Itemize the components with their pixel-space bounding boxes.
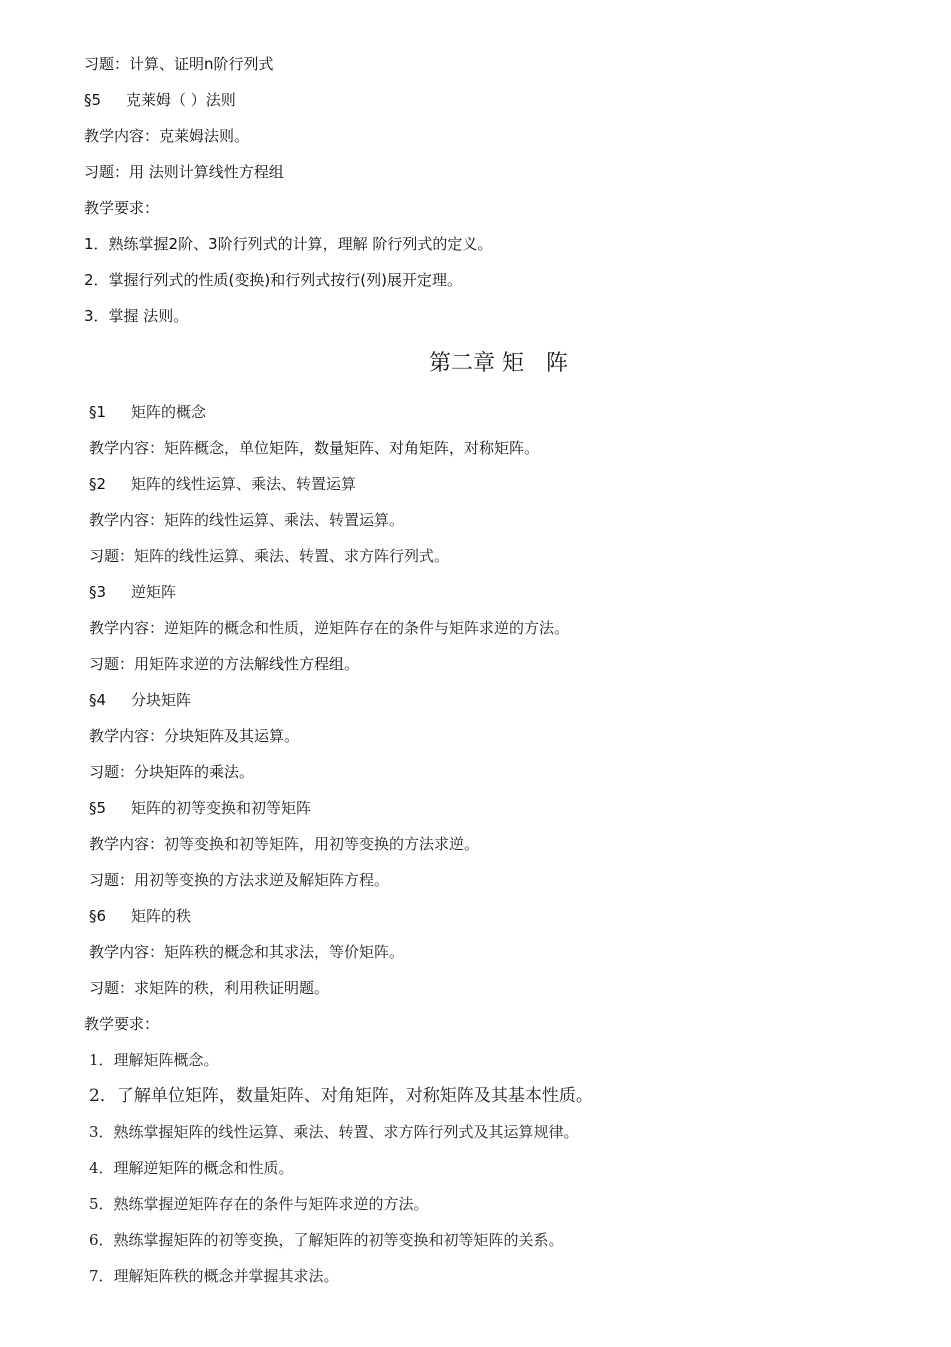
section-number: §3	[89, 583, 107, 601]
exercise-text: 用	[134, 871, 150, 889]
exercise-text: 矩阵的线性运算、乘法、转置、求方阵行列式。	[134, 547, 450, 565]
exercise-label: 习题：	[89, 655, 135, 673]
content-label: 教学内容：	[89, 439, 165, 457]
requirement-item: 1．理解矩阵概念。	[89, 1051, 219, 1069]
exercise-line: 习题：用 法则计算线性方程组	[84, 163, 284, 181]
section-heading	[84, 90, 236, 110]
content-text: 用	[314, 835, 330, 853]
section-heading	[89, 402, 206, 422]
content-label: 教学内容：	[89, 619, 165, 637]
content-label: 教学内容：	[89, 943, 165, 961]
exercise-text: 矩阵求逆的方法	[149, 655, 255, 673]
section-number: §1	[89, 403, 107, 421]
section-title: 矩阵的概念	[131, 403, 207, 421]
exercise-line: 习题：计算、证明n阶行列式	[84, 55, 274, 73]
exercise-text: 初等变换的方法求逆及解矩阵方程。	[149, 871, 390, 889]
content-text: 矩阵概念，	[164, 439, 240, 457]
section-number: §6	[89, 907, 107, 925]
requirements-heading: 教学要求：	[84, 1015, 160, 1033]
section-title: 矩阵的秩	[131, 907, 192, 925]
exercise-text: 矩阵的秩，利用秩	[149, 979, 270, 997]
content-line	[89, 726, 299, 746]
section-number: §5	[84, 91, 102, 109]
exercise-text: 解线性方程组。	[254, 655, 360, 673]
section-number: §5	[89, 799, 107, 817]
section-title: 逆矩阵	[131, 583, 177, 601]
section-title: 克莱姆（ ）法则	[126, 91, 236, 109]
content-label: 教学内容：	[89, 835, 165, 853]
requirement-item: 4．理解逆矩阵的概念和性质。	[89, 1159, 294, 1177]
content-text: 矩阵的线性运算、乘法、转置运算。	[164, 511, 405, 529]
exercise-text: 求	[134, 979, 150, 997]
content-line	[89, 834, 479, 854]
section-heading	[89, 798, 311, 818]
content-text: 单位矩阵，数量矩阵、对角矩阵，对称矩阵。	[239, 439, 540, 457]
content-line	[89, 942, 404, 962]
content-line	[89, 510, 404, 530]
exercise-line	[89, 978, 329, 998]
requirement-item: 2．了解单位矩阵，数量矩阵、对角矩阵，对称矩阵及其基本性质。	[89, 1086, 593, 1106]
exercise-label: 习题：	[89, 979, 135, 997]
section-title: 分块矩阵	[131, 691, 192, 709]
content-line	[89, 438, 539, 458]
requirement-item: 5．熟练掌握逆矩阵存在的条件与矩阵求逆的方法。	[89, 1195, 429, 1213]
section-number: §2	[89, 475, 107, 493]
section-heading	[89, 582, 176, 602]
section-number: §4	[89, 691, 107, 709]
exercise-label: 习题：	[89, 763, 135, 781]
content-line: 教学内容：克莱姆法则。	[84, 127, 250, 145]
exercise-line	[89, 654, 359, 674]
section-title: 矩阵的线性运算、乘法、转置运算	[131, 475, 357, 493]
section-title: 矩阵的初等变换和初等矩阵	[131, 799, 312, 817]
exercise-label: 习题：	[89, 871, 135, 889]
exercise-line	[89, 870, 389, 890]
requirements-heading: 教学要求：	[84, 199, 160, 217]
requirement-item: 3．熟练掌握矩阵的线性运算、乘法、转置、求方阵行列式及其运算规律。	[89, 1123, 579, 1141]
exercise-text: 用	[134, 655, 150, 673]
section-heading	[89, 906, 191, 926]
requirement-item: 1．熟练掌握2阶、3阶行列式的计算，理解 阶行列式的定义。	[84, 235, 493, 253]
content-label: 教学内容：	[89, 727, 165, 745]
requirement-item: 7．理解矩阵秩的概念并掌握其求法。	[89, 1267, 339, 1285]
exercise-label: 习题：	[89, 547, 135, 565]
requirement-item: 6．熟练掌握矩阵的初等变换，了解矩阵的初等变换和初等矩阵的关系。	[89, 1231, 564, 1249]
content-text: 初等变换的方法求逆。	[329, 835, 480, 853]
content-text: 分块矩阵及其运算。	[164, 727, 300, 745]
requirement-item: 2．掌握行列式的性质(变换)和行列式按行(列)展开定理。	[84, 271, 462, 289]
exercise-text: 分块矩阵的乘法。	[134, 763, 255, 781]
exercise-line	[89, 762, 254, 782]
requirement-item: 3．掌握 法则。	[84, 307, 189, 325]
section-heading	[89, 474, 356, 494]
content-text: 逆矩阵的概念和性质，逆矩阵存在的条件与矩阵求逆的方法。	[164, 619, 570, 637]
exercise-text: 证明题。	[269, 979, 330, 997]
content-text: 初等变换和初等矩阵，	[164, 835, 315, 853]
content-text: 矩阵秩的概念和其求法，等价矩阵。	[164, 943, 405, 961]
content-line	[89, 618, 569, 638]
section-heading	[89, 690, 191, 710]
content-label: 教学内容：	[89, 511, 165, 529]
exercise-line	[89, 546, 449, 566]
chapter-title: 第二章 矩 阵	[429, 351, 568, 376]
